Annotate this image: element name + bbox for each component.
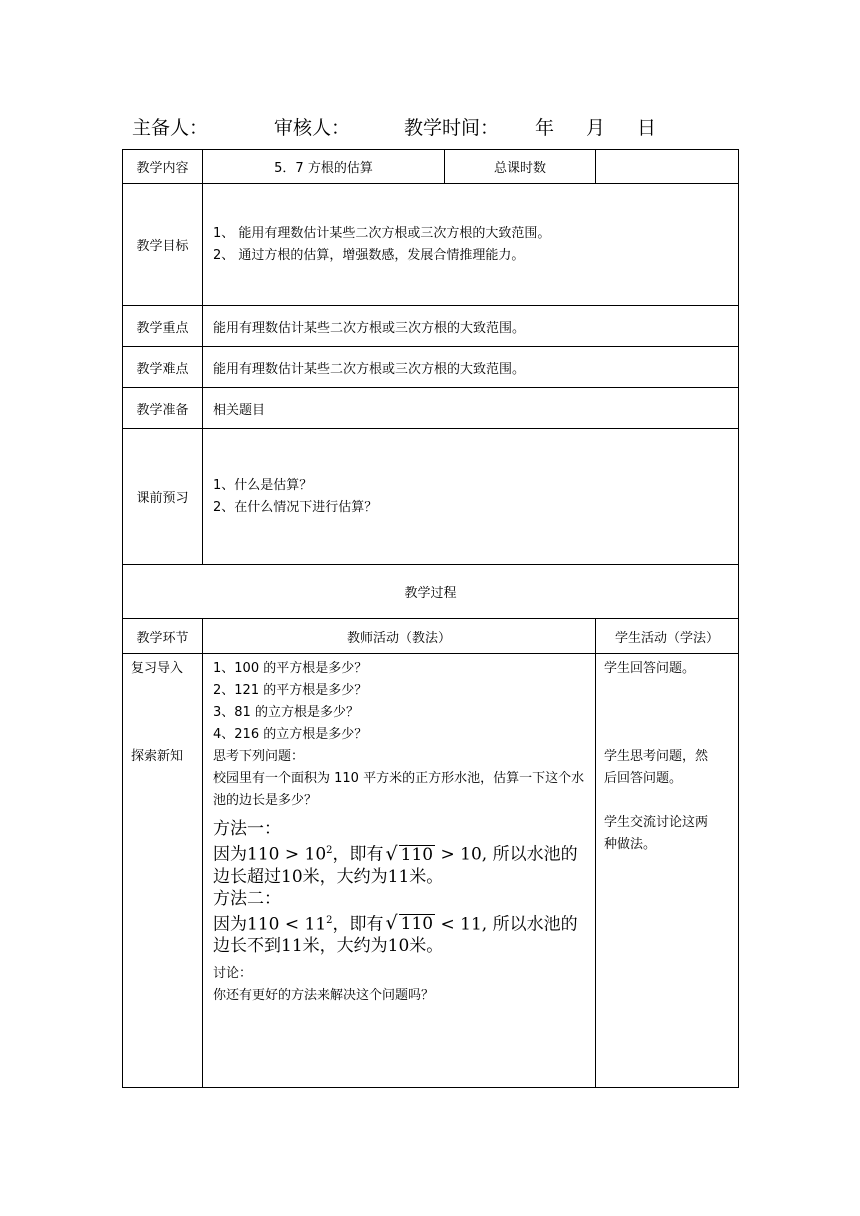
day-label: 日 xyxy=(637,117,657,139)
total-hours-value xyxy=(596,150,739,184)
stage-cell xyxy=(123,654,203,1088)
total-hours-label: 总课时数 xyxy=(445,150,596,184)
method1-title: 方法一： xyxy=(213,819,281,839)
discussion-question: 你还有更好的方法来解决这个问题吗？ xyxy=(213,988,435,1004)
row-preparation xyxy=(123,388,739,429)
row-process-body xyxy=(123,654,739,1088)
row-process-title xyxy=(123,565,739,619)
review-question: 4、216 的立方根是多少？ xyxy=(213,727,368,742)
preparation-value: 相关题目 xyxy=(203,388,739,429)
preparation-label: 教学准备 xyxy=(123,388,203,429)
preview-item: 1、什么是估算？ xyxy=(213,477,313,493)
method2-conclusion: 边长不到11米，大约为10米。 xyxy=(213,936,444,957)
key-points-value: 能用有理数估计某些二次方根或三次方根的大致范围。 xyxy=(203,306,739,347)
method1-formula: 因为$110 > 10^2$，即有 √ 110 > 10, 所以水池的 xyxy=(213,842,578,865)
stage-review: 复习导入 xyxy=(131,661,184,676)
row-key-points xyxy=(123,306,739,347)
row-process-header xyxy=(123,619,739,654)
student-activity-header: 学生活动（学法） xyxy=(596,619,739,654)
month-label: 月 xyxy=(586,117,606,139)
preview-item: 2、在什么情况下进行估算？ xyxy=(213,499,378,515)
stage-explore: 探索新知 xyxy=(131,749,184,764)
method2-formula: 因为$110 < 11^2$，即有 √ 110 < 11, 所以水池的 xyxy=(213,912,578,935)
preview-label: 课前预习 xyxy=(123,429,203,565)
method1-conclusion: 边长超过10米，大约为11米。 xyxy=(213,866,444,887)
sqrt-icon: √ xyxy=(385,912,398,935)
review-question: 1、100 的平方根是多少？ xyxy=(213,661,368,676)
goal-item: 1、 能用有理数估计某些二次方根或三次方根的大致范围。 xyxy=(213,225,551,241)
student-activity: 学生交流讨论这两 xyxy=(604,815,709,830)
student-activity: 后回答问题。 xyxy=(604,771,683,786)
preview-cell xyxy=(203,429,739,565)
goal-item: 2、 通过方根的估算，增强数感，发展合情推理能力。 xyxy=(213,247,525,263)
row-difficulties xyxy=(123,347,739,388)
difficulties-value: 能用有理数估计某些二次方根或三次方根的大致范围。 xyxy=(203,347,739,388)
lesson-plan-table xyxy=(122,149,739,1088)
review-question: 2、121 的平方根是多少？ xyxy=(213,683,368,698)
teacher-activity-header: 教师活动（教法） xyxy=(203,619,596,654)
row-teaching-goals xyxy=(123,184,739,306)
sqrt-icon: √ xyxy=(385,842,398,865)
method2-title: 方法二： xyxy=(213,888,281,909)
review-question: 3、81 的立方根是多少？ xyxy=(213,705,359,720)
year-label: 年 xyxy=(535,117,555,139)
difficulties-label: 教学难点 xyxy=(123,347,203,388)
row-teaching-content xyxy=(123,150,739,184)
teaching-goals-cell xyxy=(203,184,739,306)
teaching-time-label: 教学时间： xyxy=(404,117,500,139)
reviewer-label: 审核人： xyxy=(274,117,351,139)
process-title: 教学过程 xyxy=(123,565,739,619)
student-activity: 学生回答问题。 xyxy=(604,661,696,676)
student-activity-cell xyxy=(596,654,739,1088)
stage-header: 教学环节 xyxy=(123,619,203,654)
think-prompt: 思考下列问题： xyxy=(213,749,305,764)
student-activity: 学生思考问题，然 xyxy=(604,749,709,764)
key-points-label: 教学重点 xyxy=(123,306,203,347)
teacher-activity-cell xyxy=(203,654,596,1088)
teaching-goals-label: 教学目标 xyxy=(123,184,203,306)
problem-text: 校园里有一个面积为 110 平方米的正方形水池，估算一下这个水池的边长是多少？ xyxy=(213,771,585,808)
teaching-content-label: 教学内容 xyxy=(123,150,203,184)
preparer-label: 主备人： xyxy=(132,117,209,139)
row-preview xyxy=(123,429,739,565)
discussion-label: 讨论： xyxy=(213,966,253,982)
teaching-content-value: 5．7 方根的估算 xyxy=(203,150,445,184)
student-activity: 种做法。 xyxy=(604,837,657,852)
